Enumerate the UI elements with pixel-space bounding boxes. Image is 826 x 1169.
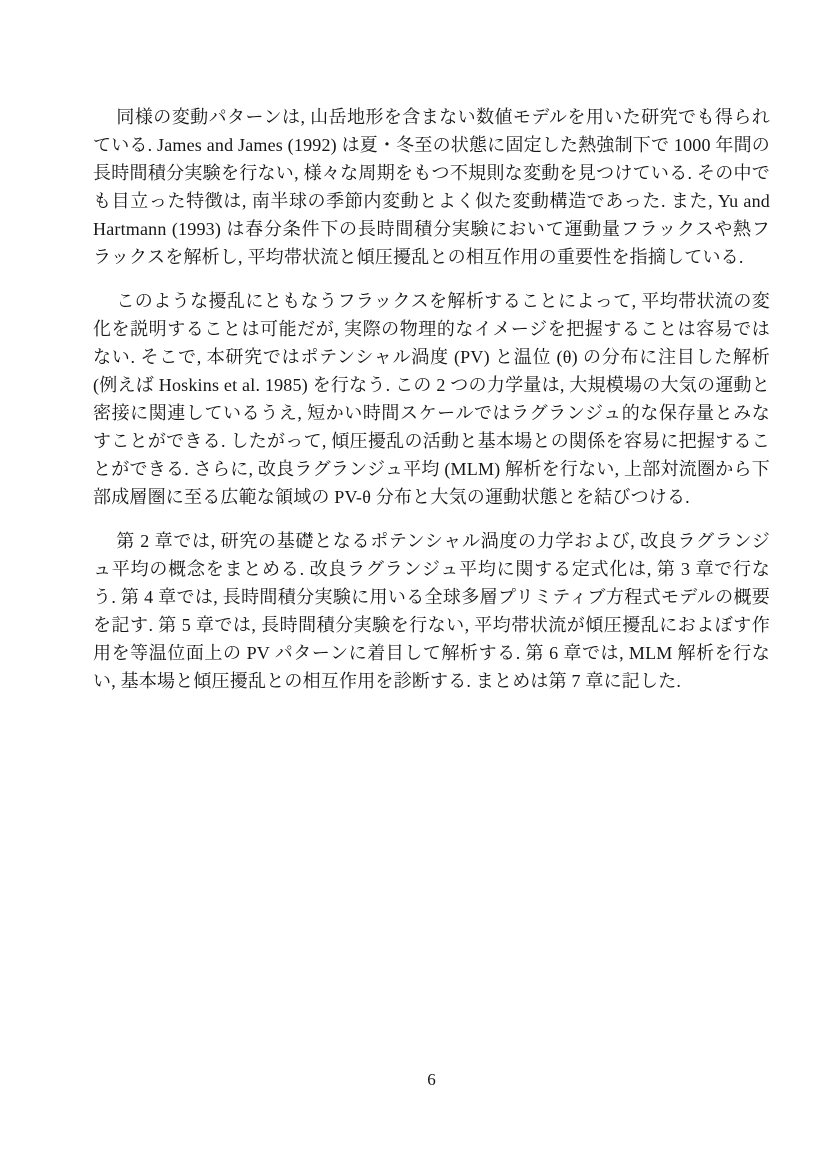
- paragraph-3: 第 2 章では, 研究の基礎となるポテンシャル渦度の力学および, 改良ラグランジュ平均の概念をまとめる. 改良ラグランジュ平均に関する定式化は, 第 3 章で行なう. 第 4 章では, 長時間積分実験に用いる全球多層プリミティブ方程式モデルの概要を記す. 第 5 章では, 長時間積分実験を行ない, 平均帯状流が傾圧擾乱におよぼす作用を等温位面上の PV パターンに着目して解析する. 第 6 章では, MLM 解析を行ない, 基本場と傾圧擾乱との相互作用を診断する. まとめは第 7 章に記した.: [93, 531, 770, 691]
- page-body: [93, 103, 770, 711]
- paragraph-2: このような擾乱にともなうフラックスを解析することによって, 平均帯状流の変化を説明することは可能だが, 実際の物理的なイメージを把握することは容易ではない. そこで, 本研究ではポテンシャル渦度 (PV) と温位 (θ) の分布に注目した解析 (例えば Hoskins et al. 1985) を行なう. この 2 つの力学量は, 大規模場の大気の運動と密接に関連しているうえ, 短かい時間スケールではラグランジュ的な保存量とみなすことができる. したがって, 傾圧擾乱の活動と基本場との関係を容易に把握することができる. さらに, 改良ラグランジュ平均 (MLM) 解析を行ない, 上部対流圏から下部成層圏に至る広範な領域の PV-θ 分布と大気の運動状態とを結びつける.: [93, 291, 770, 507]
- page-number: 6: [427, 1070, 436, 1089]
- paragraph-1: 同様の変動パターンは, 山岳地形を含まない数値モデルを用いた研究でも得られている. James and James (1992) は夏・冬至の状態に固定した熱強制下で 1000 年間の長時間積分実験を行ない, 様々な周期をもつ不規則な変動を見つけている. その中でも目立った特徴は, 南半球の季節内変動とよく似た変動構造であった. また, Yu and Hartmann (1993) は春分条件下の長時間積分実験において運動量フラックスや熱フラックスを解析し, 平均帯状流と傾圧擾乱との相互作用の重要性を指摘している.: [93, 107, 770, 267]
